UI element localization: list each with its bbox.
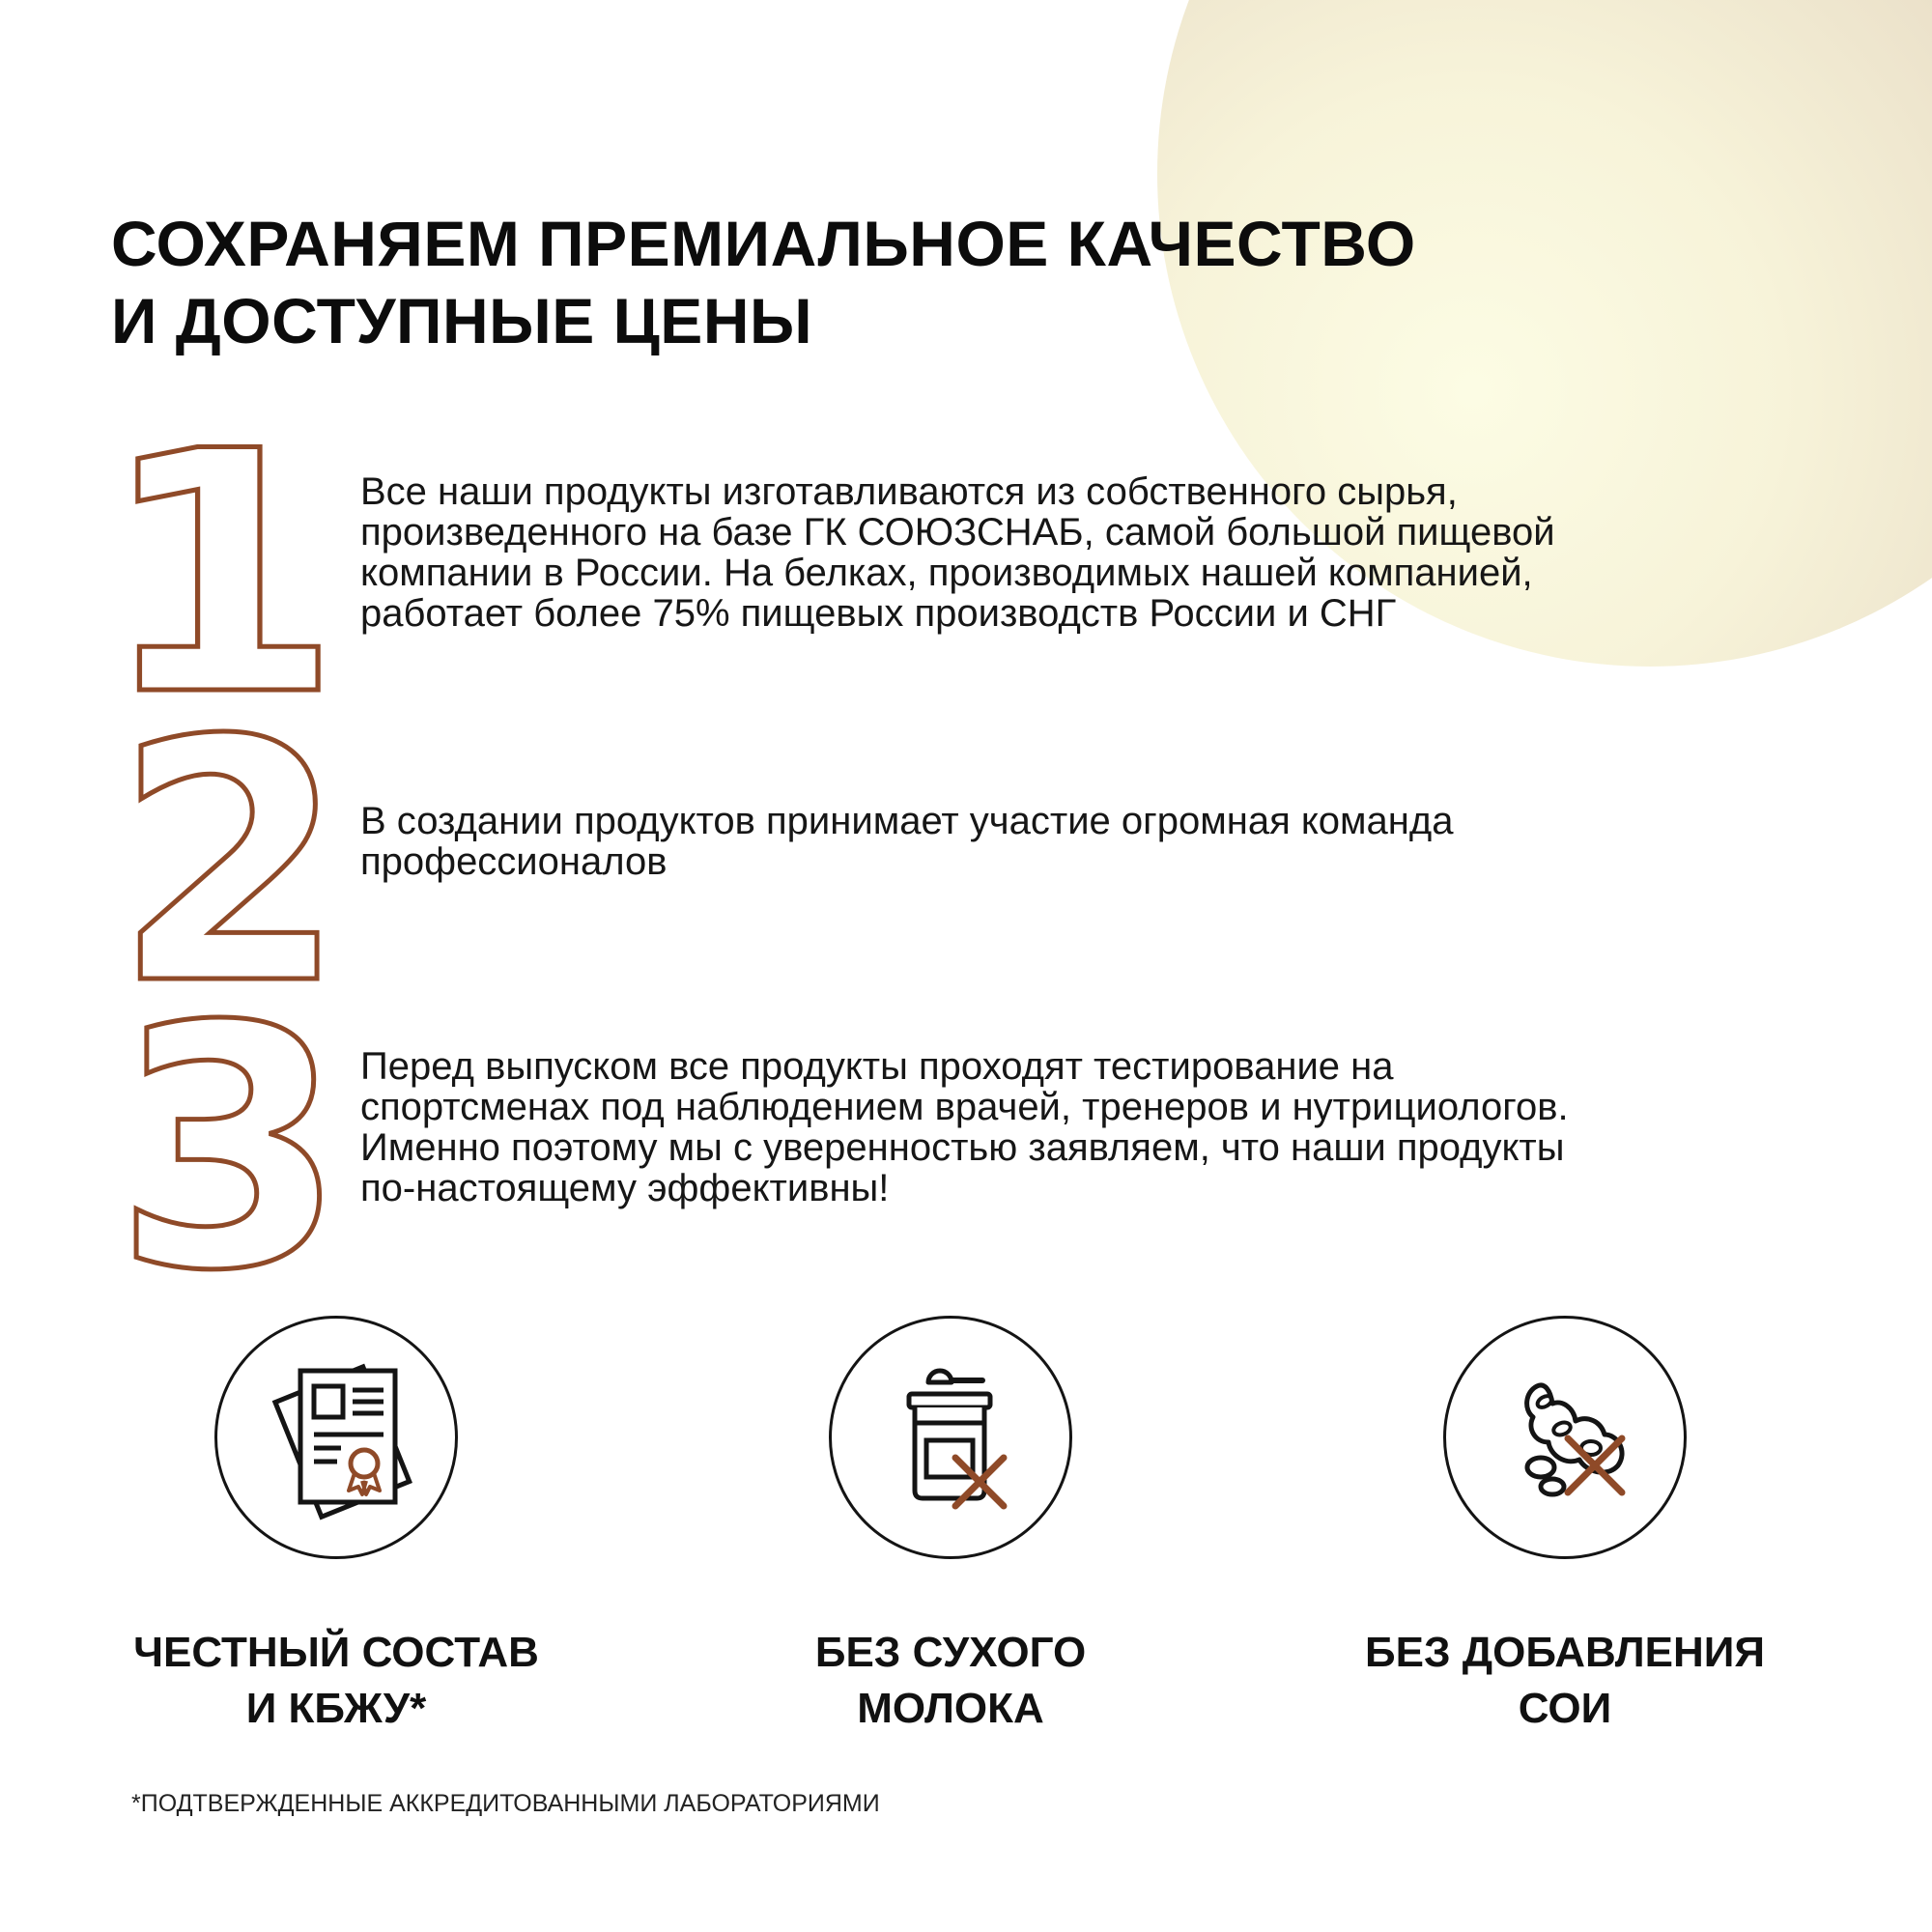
point-2-line-1: В создании продуктов принимает участие огромная команда <box>360 800 1454 842</box>
feature-no-milk-powder <box>699 1316 1202 1737</box>
point-1-line-2: произведенного на базе ГК СОЮЗСНАБ, самой большой пищевой <box>360 511 1555 554</box>
point-2-line-2: профессионалов <box>360 840 668 883</box>
point-3-line-4: по-настоящему эффективны! <box>360 1167 890 1209</box>
feature-3-label-line-2: СОИ <box>1518 1685 1612 1732</box>
certificate-document-icon <box>244 1346 428 1529</box>
feature-1-icon-circle <box>214 1316 458 1559</box>
point-3-text <box>360 1046 1569 1208</box>
no-soy-icon <box>1473 1346 1657 1529</box>
number-two: 2 <box>114 670 347 1058</box>
point-1-line-1: Все наши продукты изготавливаются из собственного сырья, <box>360 470 1458 513</box>
number-three: 3 <box>114 956 347 1344</box>
point-3-line-3: Именно поэтому мы с уверенностью заявляем, что наши продукты <box>360 1126 1565 1169</box>
page-title <box>111 205 1416 359</box>
feature-2-icon-circle <box>829 1316 1072 1559</box>
feature-2-label-line-2: МОЛОКА <box>857 1685 1044 1732</box>
feature-3-icon-circle <box>1443 1316 1687 1559</box>
title-line-1: СОХРАНЯЕМ ПРЕМИАЛЬНОЕ КАЧЕСТВО <box>111 208 1416 279</box>
feature-no-soy <box>1314 1316 1816 1737</box>
feature-honest-composition <box>85 1316 587 1737</box>
no-milk-powder-icon <box>859 1346 1042 1529</box>
title-line-2: И ДОСТУПНЫЕ ЦЕНЫ <box>111 285 813 356</box>
feature-1-label <box>85 1625 587 1737</box>
feature-2-label <box>699 1625 1202 1737</box>
point-1-text <box>360 471 1555 634</box>
feature-3-label-line-1: БЕЗ ДОБАВЛЕНИЯ <box>1365 1629 1765 1676</box>
feature-1-label-line-2: И КБЖУ* <box>245 1685 427 1732</box>
footnote: *ПОДТВЕРЖДЕННЫЕ АККРЕДИТОВАННЫМИ ЛАБОРАТОРИЯМИ <box>131 1790 880 1817</box>
point-3-line-1: Перед выпуском все продукты проходят тестирование на <box>360 1045 1394 1088</box>
point-2-text <box>360 801 1453 882</box>
point-1-line-4: работает более 75% пищевых производств России и СНГ <box>360 592 1397 635</box>
feature-3-label <box>1314 1625 1816 1737</box>
point-1-line-3: компании в России. На белках, производимых нашей компанией, <box>360 552 1533 594</box>
number-one: 1 <box>98 382 343 769</box>
feature-1-label-line-1: ЧЕСТНЫЙ СОСТАВ <box>133 1629 539 1676</box>
feature-2-label-line-1: БЕЗ СУХОГО <box>814 1629 1087 1676</box>
point-3-line-2: спортсменах под наблюдением врачей, тренеров и нутрициологов. <box>360 1086 1569 1128</box>
